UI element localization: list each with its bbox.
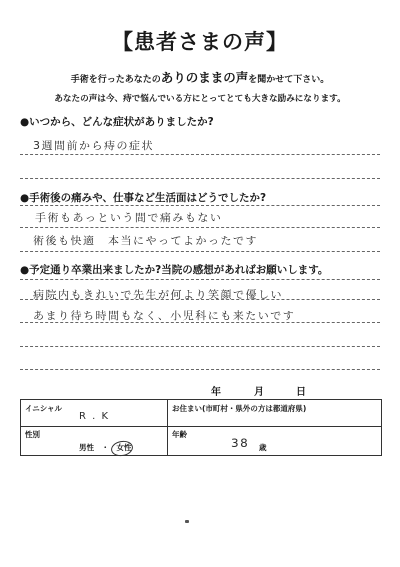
answer-rule (20, 227, 380, 228)
answer-rule (20, 346, 380, 347)
answer-rule (20, 251, 380, 252)
intro-emphasis: ありのままの声 (160, 70, 249, 85)
intro-line-1 (0, 68, 400, 86)
answer-2-line-1: 手術もあっという間で痛みもない (35, 211, 223, 224)
gender-options: 男性 ・ 女性 (79, 443, 132, 452)
initial-label: イニシャル (25, 404, 63, 413)
intro-prefix: 手術を行ったあなたの (70, 75, 161, 85)
intro-line-2: あなたの声は今、痔で悩んでいる方にとってとても大きな励みになります。 (54, 94, 346, 104)
date-year-label: 年 (211, 387, 221, 398)
answer-rule (20, 279, 380, 280)
answer-3-line-1: 病院内もきれいで先生が何より笑顔で優しい (33, 288, 283, 301)
respondent-info-table (20, 399, 382, 456)
question-2-label: ●手術後の痛みや、仕事など生活面はどうでしたか? (20, 192, 267, 204)
question-3-label: ●予定通り卒業出来ましたか?当院の感想があればお願いします。 (20, 264, 329, 276)
address-label: お住まい(市町村・県外の方は都道府県) (172, 404, 307, 413)
gender-label: 性別 (25, 430, 40, 439)
date-day-label: 日 (296, 387, 306, 398)
answer-rule (20, 154, 380, 155)
answer-rule (20, 299, 380, 300)
answer-rule (20, 205, 380, 206)
question-1-label: ●いつから、どんな症状がありましたか? (20, 116, 214, 128)
answer-rule (20, 178, 380, 179)
table-divider (21, 426, 381, 427)
age-unit: 歳 (259, 443, 267, 452)
page-title: 【患者さまの声】 (112, 30, 288, 54)
age-value: 38 (231, 436, 250, 450)
answer-2-line-2: 術後も快適 本当にやってよかったです (33, 234, 258, 247)
answer-rule (20, 322, 380, 323)
date-month-label: 月 (254, 387, 264, 398)
answer-1-line-1: 3週間前から痔の症状 (33, 139, 154, 152)
scan-speck (185, 520, 189, 523)
age-label: 年齢 (172, 430, 187, 439)
answer-rule (20, 369, 380, 370)
initial-value: R . K (79, 411, 110, 422)
answer-3-line-2: あまり待ち時間もなく、小児科にも来たいです (33, 309, 296, 322)
intro-suffix: を聞かせて下さい。 (248, 75, 330, 85)
table-divider (167, 400, 168, 455)
